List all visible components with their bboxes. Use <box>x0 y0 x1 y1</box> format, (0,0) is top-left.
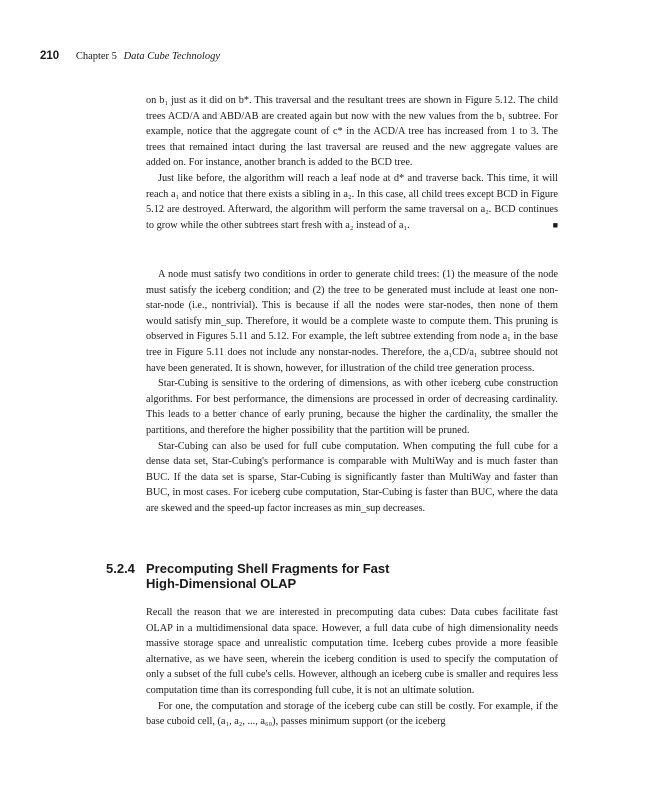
paragraph: Just like before, the algorithm will reach a leaf node at d* and traverse back. This time, it will reach a₁ and notice that there exists a sibling in a₂. In this case, all child trees except BCD in Figure 5.12 are destroyed. Afterward, the algorithm will perform the same traversal on a₂. BCD continues to grow while the other subtrees start fresh with a₂ instead of a₁. ■ <box>146 171 558 233</box>
paragraph: Star-Cubing can also be used for full cube computation. When computing the full cube for a dense data set, Star-Cubing's performance is comparable with MultiWay and is much faster than BUC. If the data set is sparse, Star-Cubing is significantly faster than MultiWay and faster than BUC, in most cases. For iceberg cube computation, Star-Cubing is faster than BUC, where the data are skewed and the speed-up factor increases as min_sup decreases. <box>146 440 558 514</box>
paragraph: on b₁ just as it did on b*. This traversal and the resultant trees are shown in Figure 5.12. The child trees ACD/A and ABD/AB are created again but now with the new values from the b₁ subtree. For example, notice that the aggregate count of c* in the ACD/A tree has increased from 1 to 3. The trees that remained intact during the last traversal are reused and the new aggregate values are added on. For instance, another branch is added to the BCD tree. <box>146 95 558 169</box>
chapter-label: Chapter 5 <box>75 51 117 62</box>
paragraph: Star-Cubing is sensitive to the ordering of dimensions, as with other iceberg cube construction algorithms. For best performance, the dimensions are processed in order of decreasing cardinality. This leads to a better chance of early pruning, because the higher the cardinality, the smaller the partitions, and therefore the higher possibility that the partition will be pruned. <box>146 378 558 436</box>
paragraph: Recall the reason that we are interested in precomputing data cubes: Data cubes facilitate fast OLAP in a multidimensional data space. However, a full data cube of high dimensionality needs massive storage space and unrealistic computation time. Iceberg cubes provide a more feasible alternative, as we have seen, wherein the iceberg condition is used to specify the computation of only a subset of the full cube's cells. However, although an iceberg cube is smaller and requires less computation time than its corresponding full cube, it is not an ultimate solution. <box>146 607 558 696</box>
section-heading <box>106 561 566 591</box>
page-number: 210 <box>40 50 60 62</box>
end-of-example-mark: ■ <box>552 219 558 230</box>
chapter-title: Data Cube Technology <box>123 51 221 62</box>
section-title-line1: Precomputing Shell Fragments for Fast <box>146 561 390 576</box>
paragraph: For one, the computation and storage of the iceberg cube can still be costly. For example, if the base cuboid cell, (a₁, a₂, ..., a₆₀), passes minimum support (or the iceberg <box>146 700 558 728</box>
running-header <box>40 50 220 62</box>
section-number: 5.2.4 <box>106 561 135 576</box>
example-continuation <box>146 93 558 233</box>
section-title-line2: High-Dimensional OLAP <box>146 576 297 591</box>
paragraph: A node must satisfy two conditions in order to generate child trees: (1) the measure of the node must satisfy the iceberg condition; and (2) the tree to be generated must include at least one non-star-node (i.e., nontrivial). This is because if all the nodes were star-nodes, then none of them would satisfy min_sup. Therefore, it would be a complete waste to compute them. This pruning is observed in Figures 5.11 and 5.12. For example, the left subtree extending from node a₁ in the base tree in Figure 5.11 does not include any nonstar-nodes. Therefore, the a₁CD/a₁ subtree should not have been generated. It is shown, however, for illustration of the child tree generation process. <box>146 269 558 374</box>
discussion-text <box>146 267 558 517</box>
section-text <box>146 605 558 730</box>
